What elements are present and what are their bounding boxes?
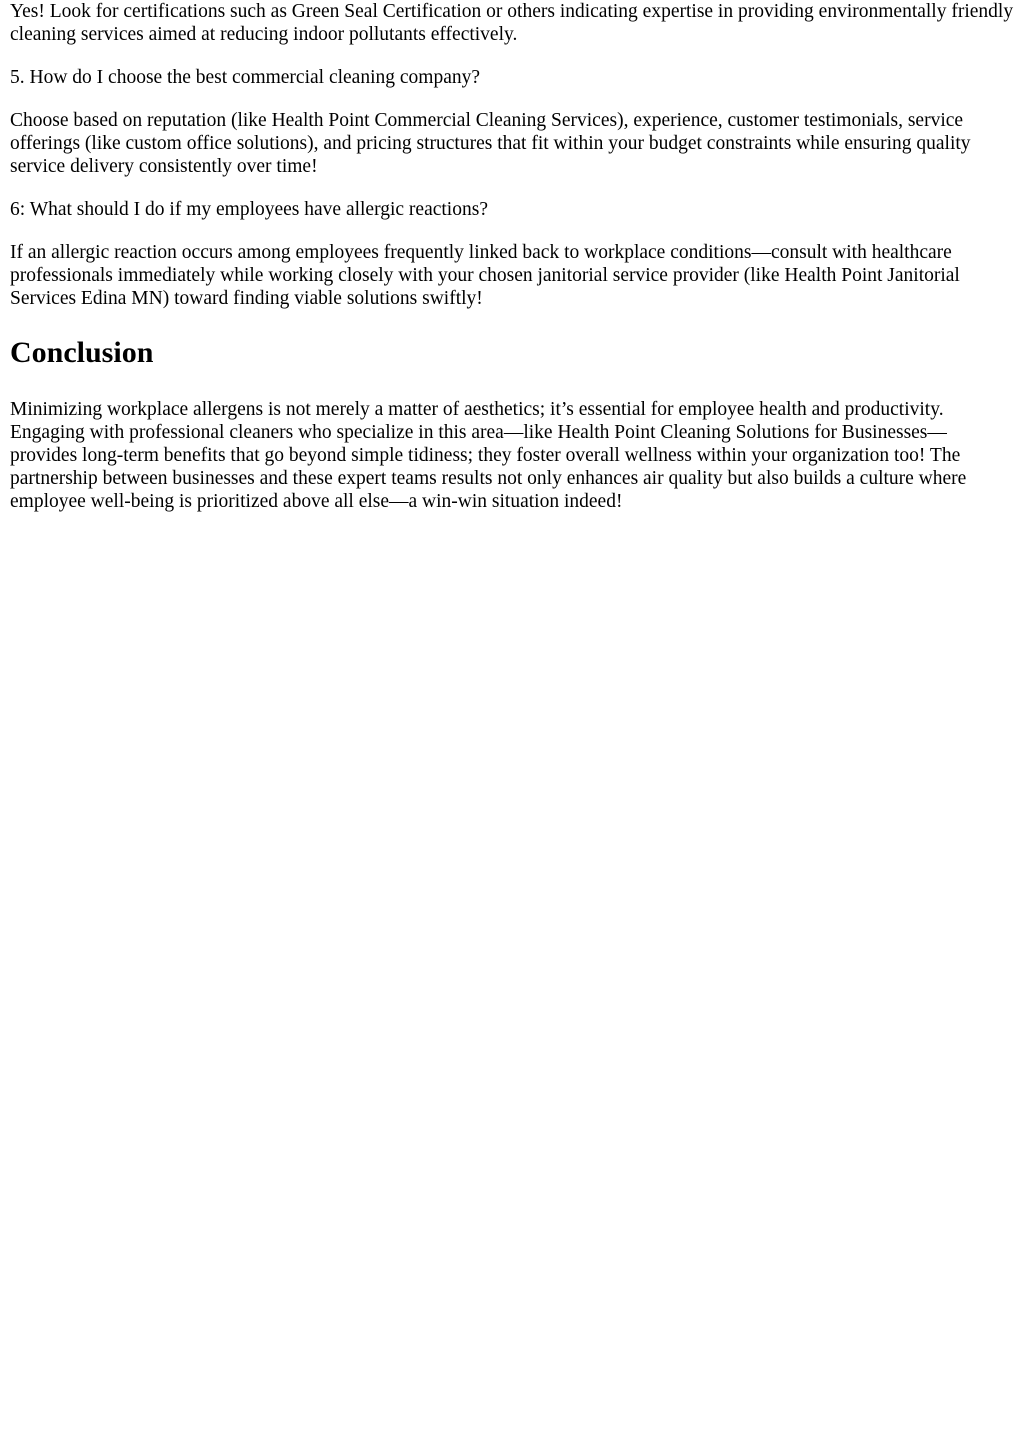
article-body	[0, 0, 1024, 513]
faq-answer-6: If an allergic reaction occurs among employees frequently linked back to workplace conditions—consult with healthcare professionals immediately while working closely with your chosen janitorial service provider (like Health Point Janitorial Services Edina MN) toward finding viable solutions swiftly!	[10, 242, 960, 309]
conclusion-heading: Conclusion	[10, 336, 154, 369]
faq-answer-5: Choose based on reputation (like Health Point Commercial Cleaning Services), experience, customer testimonials, service offerings (like custom office solutions), and pricing structures that fit within your budget constraints while ensuring quality service delivery consistently over time!	[10, 110, 971, 177]
conclusion-text: Minimizing workplace allergens is not merely a matter of aesthetics; it’s essential for employee health and productivity. Engaging with professional cleaners who specialize in this area—like Health Point Cleaning Solutions for Businesses—provides long-term benefits that go beyond simple tidiness; they foster overall wellness within your organization too! The partnership between businesses and these expert teams results not only enhances air quality but also builds a culture where employee well-being is prioritized above all else—a win-win situation indeed!	[10, 399, 967, 512]
faq-answer-4: Yes! Look for certifications such as Green Seal Certification or others indicating expertise in providing environmentally friendly cleaning services aimed at reducing indoor pollutants effectively.	[10, 1, 1014, 45]
faq-question-5: 5. How do I choose the best commercial cleaning company?	[10, 67, 481, 88]
faq-question-6: 6: What should I do if my employees have allergic reactions?	[10, 199, 488, 220]
